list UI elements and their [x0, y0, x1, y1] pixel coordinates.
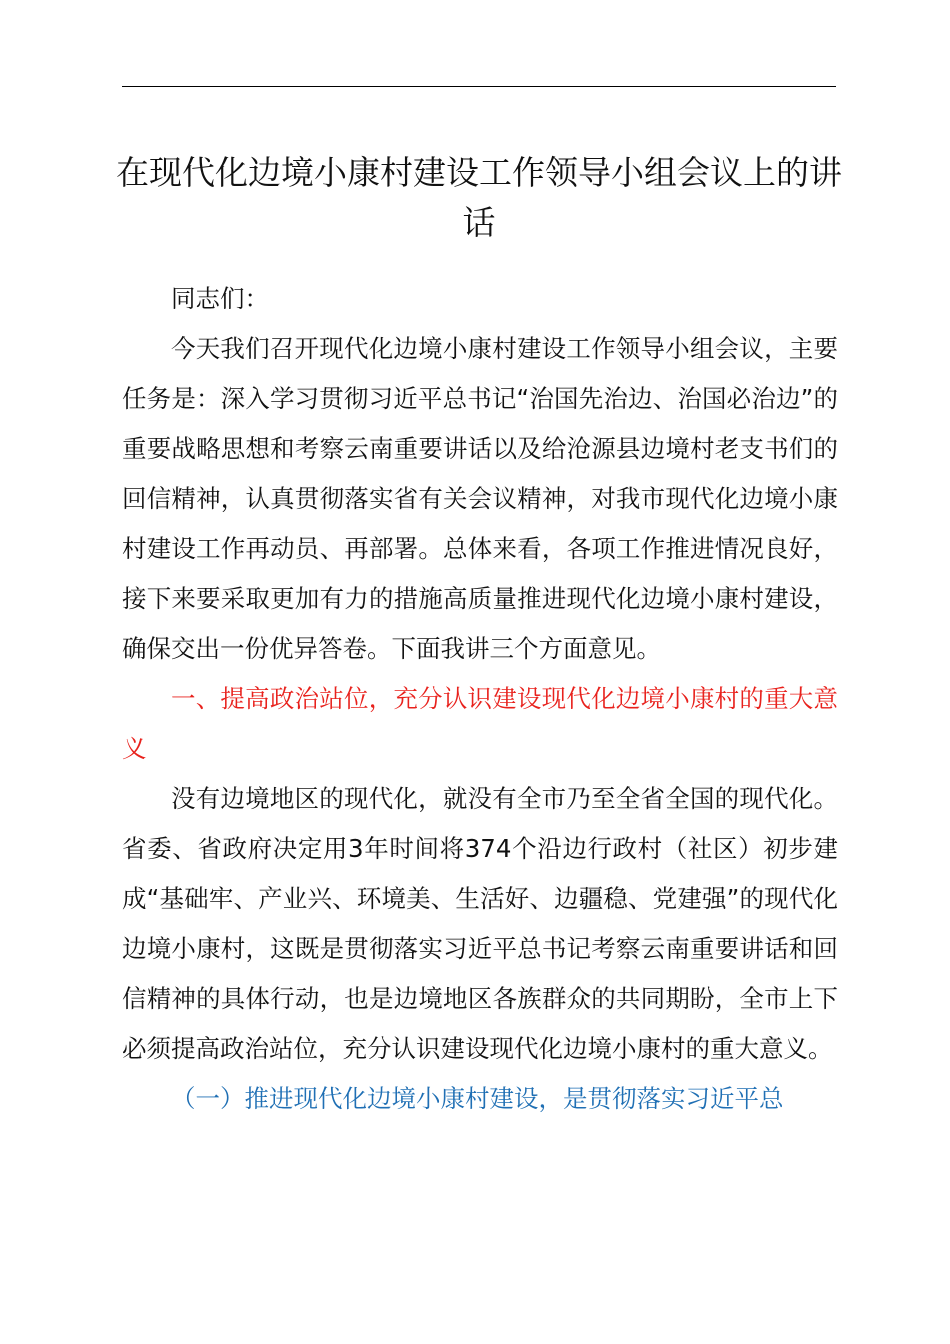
subsection-heading-1: （一）推进现代化边境小康村建设，是贯彻落实习近平总 — [171, 1084, 784, 1113]
greeting: 同志们： — [171, 284, 269, 313]
header-rule — [122, 86, 836, 87]
document-body — [122, 274, 838, 1124]
section-1-paragraph: 没有边境地区的现代化，就没有全市乃至全省全国的现代化。省委、省政府决定用3年时间将374个沿边行政村（社区）初步建成“基础牢、产业兴、环境美、生活好、边疆稳、党建强”的现代化边境小康村，这既是贯彻落实习近平总书记考察云南重要讲话和回信精神的具体行动，也是边境地区各族群众的共同期盼，全市上下必须提高政治站位，充分认识建设现代化边境小康村的重大意义。 — [122, 784, 838, 1063]
intro-paragraph: 今天我们召开现代化边境小康村建设工作领导小组会议，主要任务是：深入学习贯彻习近平总书记“治国先治边、治国必治边”的重要战略思想和考察云南重要讲话以及给沧源县边境村老支书们的回信精神，认真贯彻落实省有关会议精神，对我市现代化边境小康村建设工作再动员、再部署。总体来看，各项工作推进情况良好，接下来要采取更加有力的措施高质量推进现代化边境小康村建设，确保交出一份优异答卷。下面我讲三个方面意见。 — [122, 334, 838, 663]
document-title: 在现代化边境小康村建设工作领导小组会议上的讲话 — [116, 153, 842, 242]
section-heading-1: 一、提高政治站位，充分认识建设现代化边境小康村的重大意义 — [122, 684, 838, 763]
